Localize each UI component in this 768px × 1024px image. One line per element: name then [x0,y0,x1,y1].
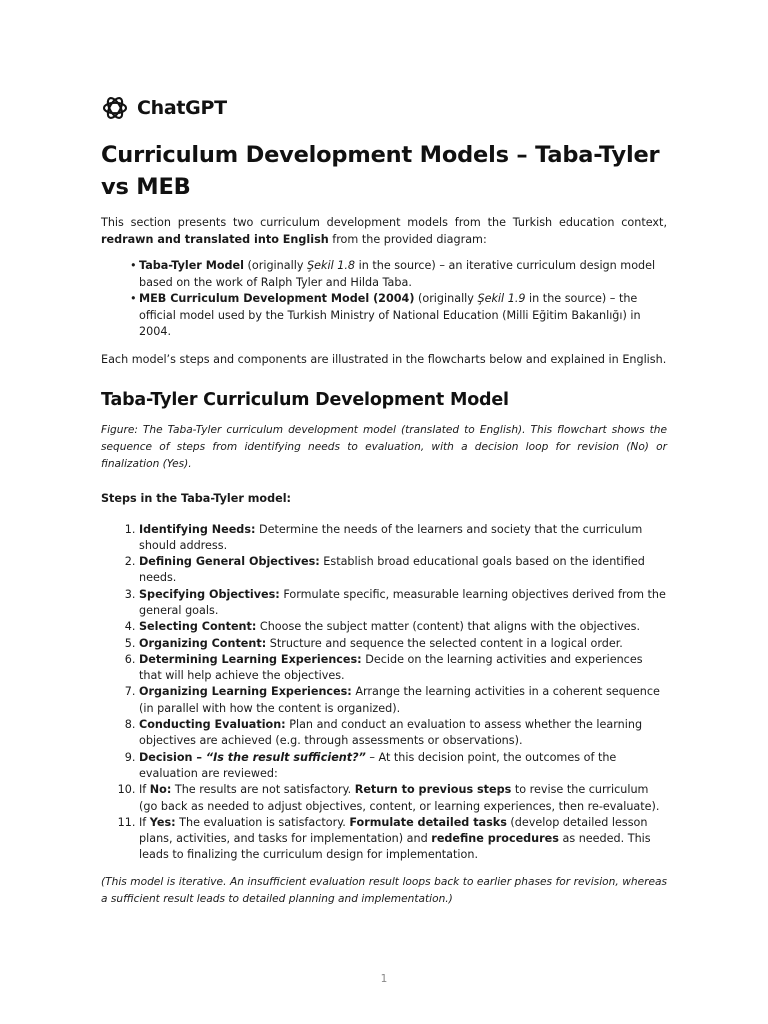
list-item: 9. Decision – “Is the result sufficient?” – At this decision point, the outcomes of the evaluation are reviewed: [139,750,667,783]
list-item: 2. Defining General Objectives: Establish broad educational goals based on the identified needs. [139,554,667,587]
openai-logo-icon [101,94,129,122]
steps-heading: Steps in the Taba-Tyler model: [101,491,292,505]
brand-name: ChatGPT [137,97,227,119]
iterative-note: (This model is iterative. An insufficient evaluation result loops back to earlier phases for revision, whereas a sufficient result leads to detailed planning and implementation.) [101,875,667,905]
brand-header [101,94,667,122]
page-number: 1 [380,973,388,985]
intro-paragraph: This section presents two curriculum development models from the Turkish education context, redrawn and translated into English from the provided diagram: [101,216,667,246]
each-model-paragraph: Each model’s steps and components are illustrated in the flowcharts below and explained in English. [101,352,667,366]
list-item: 1. Identifying Needs: Determine the needs of the learners and society that the curriculum should address. [139,522,667,555]
list-item: 8. Conducting Evaluation: Plan and conduct an evaluation to assess whether the learning objectives are achieved (e.g. through assessments or observations). [139,717,667,750]
steps-list [101,522,667,864]
list-item: • Taba-Tyler Model (originally Şekil 1.8 in the source) – an iterative curriculum design model based on the work of Ralph Tyler and Hilda Taba. [139,258,667,291]
document-page [101,94,667,908]
list-item: 3. Specifying Objectives: Formulate specific, measurable learning objectives derived from the general goals. [139,587,667,620]
page-title: Curriculum Development Models – Taba-Tyler vs MEB [101,142,660,200]
list-item: 5. Organizing Content: Structure and sequence the selected content in a logical order. [139,636,667,652]
list-item: 10. If No: The results are not satisfactory. Return to previous steps to revise the curriculum (go back as needed to adjust objectives, content, or learning experiences, then re-evaluate). [139,782,667,815]
figure-caption: Figure: The Taba-Tyler curriculum development model (translated to English). This flowchart shows the sequence of steps from identifying needs to evaluation, with a decision loop for revision (No) or finalization (Yes). [101,423,667,470]
list-item: 11. If Yes: The evaluation is satisfactory. Formulate detailed tasks (develop detailed lesson plans, activities, and tasks for implementation) and redefine procedures as needed. This leads to finalizing the curriculum design for implementation. [139,815,667,864]
models-list [101,258,667,341]
list-item: 7. Organizing Learning Experiences: Arrange the learning activities in a coherent sequence (in parallel with how the content is organized). [139,684,667,717]
list-item: 6. Determining Learning Experiences: Decide on the learning activities and experiences that will help achieve the objectives. [139,652,667,685]
list-item: • MEB Curriculum Development Model (2004) (originally Şekil 1.9 in the source) – the official model used by the Turkish Ministry of National Education (Milli Eğitim Bakanlığı) in 2004. [139,291,667,341]
list-item: 4. Selecting Content: Choose the subject matter (content) that aligns with the objectives. [139,619,667,635]
section-title: Taba-Tyler Curriculum Development Model [101,389,509,410]
